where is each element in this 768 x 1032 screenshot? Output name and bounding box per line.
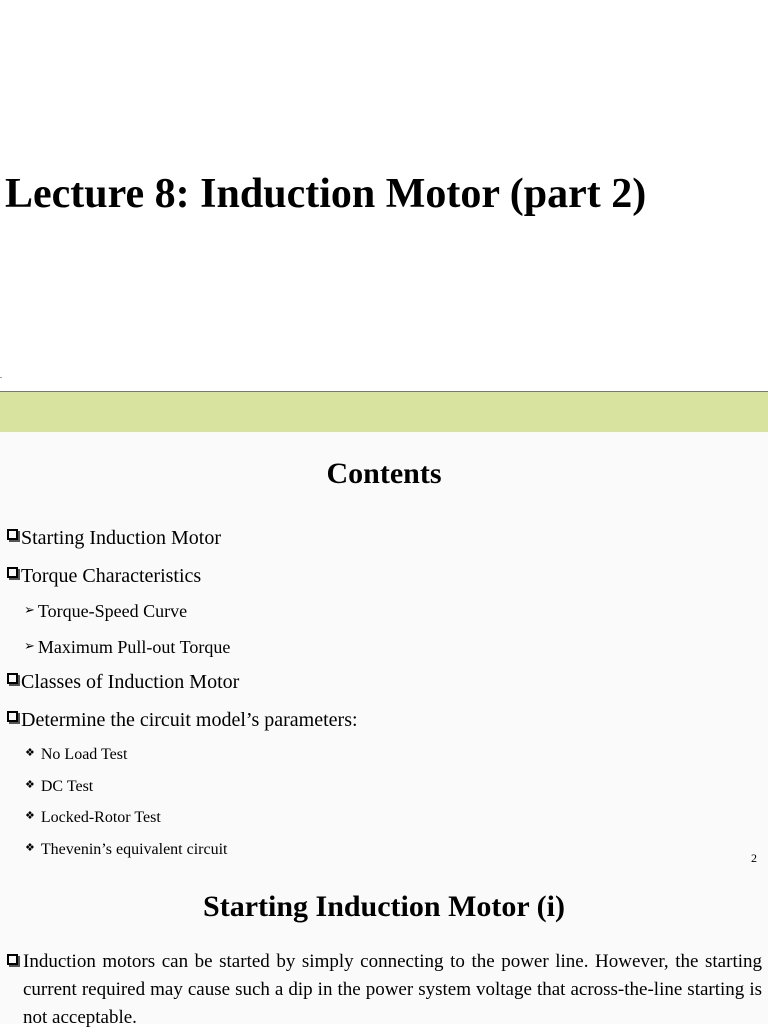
diamond-bullet-icon: ❖ bbox=[25, 810, 35, 822]
diamond-bullet-icon: ❖ bbox=[25, 747, 35, 759]
page-number: 2 bbox=[751, 851, 757, 865]
square-bullet-icon bbox=[7, 529, 18, 540]
list-item bbox=[25, 806, 161, 828]
paragraph-text: Induction motors can be started by simply connecting to the power line. However, the starting current required may cause such a dip in the power system voltage that across-the-line starting is not acceptable. bbox=[23, 951, 762, 1028]
list-item-label: Classes of Induction Motor bbox=[21, 671, 240, 693]
list-item-label: Starting Induction Motor bbox=[21, 527, 221, 549]
list-item-label: Locked-Rotor Test bbox=[40, 809, 161, 826]
arrow-bullet-icon: ➢ bbox=[24, 602, 35, 617]
contents-heading: Contents bbox=[326, 457, 442, 490]
list-item-label: Torque Characteristics bbox=[21, 565, 202, 587]
diamond-bullet-icon: ❖ bbox=[25, 842, 35, 854]
list-item-label: No Load Test bbox=[40, 746, 128, 763]
list-item bbox=[7, 670, 239, 694]
list-item bbox=[24, 599, 187, 622]
list-item-label: Determine the circuit model’s parameters: bbox=[21, 709, 358, 731]
list-item bbox=[25, 743, 127, 765]
list-item-label: DC Test bbox=[40, 778, 94, 795]
slide-heading: Starting Induction Motor (i) bbox=[203, 890, 565, 923]
arrow-bullet-icon: ➢ bbox=[24, 638, 35, 653]
lecture-title: Lecture 8: Induction Motor (part 2) bbox=[5, 171, 647, 217]
square-bullet-icon bbox=[7, 711, 18, 722]
list-item bbox=[7, 708, 358, 732]
diamond-bullet-icon: ❖ bbox=[25, 779, 35, 791]
list-item-label: Thevenin’s equivalent circuit bbox=[40, 841, 228, 858]
title-slide bbox=[0, 0, 768, 392]
list-item-label: Maximum Pull-out Torque bbox=[37, 637, 231, 657]
list-item bbox=[24, 635, 230, 658]
header-band bbox=[0, 392, 768, 432]
list-item bbox=[7, 526, 221, 550]
square-bullet-icon bbox=[7, 567, 18, 578]
list-item-label: Torque-Speed Curve bbox=[37, 601, 188, 621]
slide-mark: . bbox=[0, 371, 2, 380]
body-paragraph bbox=[7, 948, 762, 1032]
list-item bbox=[25, 838, 227, 860]
square-bullet-icon bbox=[7, 954, 18, 965]
square-bullet-icon bbox=[7, 673, 18, 684]
list-item bbox=[25, 775, 93, 797]
list-item bbox=[7, 564, 201, 588]
